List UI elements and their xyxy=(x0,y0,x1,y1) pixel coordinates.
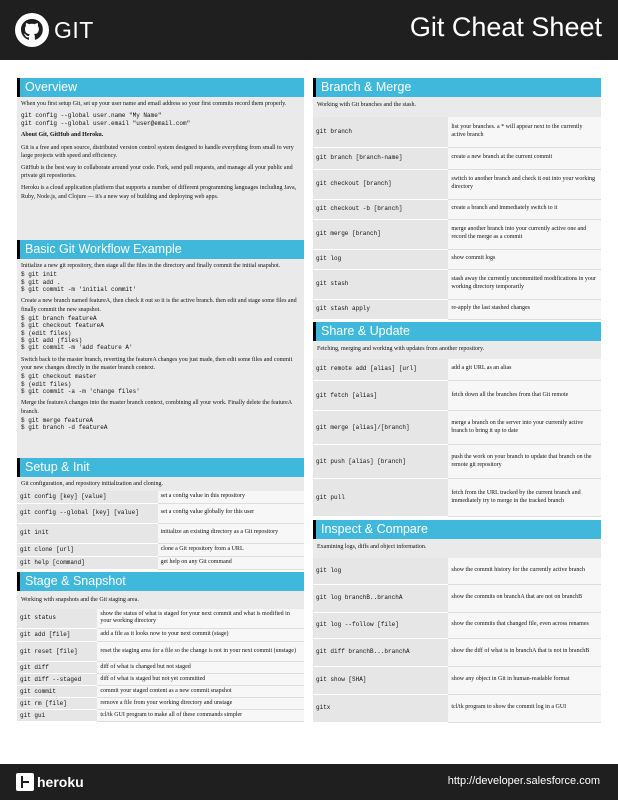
description-cell: initialize an existing directory as a Git repository xyxy=(158,523,304,543)
description-cell: fetch from the URL tracked by the current branch and immediately try to merge in the tracked branch xyxy=(448,479,601,517)
description-cell: show the diff of what is in branchA that is not in branchB xyxy=(448,638,601,666)
about-heading: About Git, GitHub and Heroku. xyxy=(21,132,104,139)
command-cell: git config [key] [value] xyxy=(17,491,158,503)
command-cell: git gui xyxy=(17,710,97,722)
share-section xyxy=(313,322,601,518)
right-column xyxy=(313,78,601,723)
description-cell: fetch down all the branches from that Git remote xyxy=(448,381,601,411)
overview-code-email: git config --global user.email "user@email.com" xyxy=(21,119,191,127)
command-cell: git diff xyxy=(17,662,97,674)
table-row xyxy=(17,523,304,543)
description-cell: switch to another branch and check it out into your working directory xyxy=(448,169,601,199)
branch-table xyxy=(313,117,601,320)
table-row xyxy=(313,269,601,299)
command-cell: git fetch [alias] xyxy=(313,381,448,411)
workflow-step-4-text: Merge the featureA changes into the master branch context, combining all your work. Finally delete the featureA branch. xyxy=(21,400,292,415)
command-cell: git branch [branch-name] xyxy=(313,147,448,169)
command-cell: git rm [file] xyxy=(17,698,97,710)
overview-heading: Overview xyxy=(17,78,304,97)
command-cell: git clone [url] xyxy=(17,543,158,556)
stage-table xyxy=(17,609,304,723)
description-cell: commit your staged content as a new commit snapshot xyxy=(97,686,304,698)
command-cell: git diff --staged xyxy=(17,674,97,686)
heroku-icon xyxy=(16,773,34,791)
table-row xyxy=(313,445,601,479)
workflow-step-3-code: $ git checkout master $ (edit files) $ git commit -a -m 'change files' xyxy=(21,373,140,396)
command-cell: git merge [alias]/[branch] xyxy=(313,411,448,445)
table-row xyxy=(17,710,304,722)
description-cell: remove a file from your working directory and unstage xyxy=(97,698,304,710)
table-row xyxy=(313,199,601,219)
description-cell: show any object in Git in human-readable format xyxy=(448,666,601,694)
setup-heading: Setup & Init xyxy=(17,458,304,477)
about-heroku: Heroku is a cloud application platform that supports a number of different programming languages including Java, Ruby, Node.js, and Clojure — it's a new way of building and deploying web apps. xyxy=(21,185,297,200)
table-row xyxy=(313,147,601,169)
command-cell: git checkout [branch] xyxy=(313,169,448,199)
table-row xyxy=(313,612,601,638)
table-row xyxy=(313,638,601,666)
command-cell: git log xyxy=(313,249,448,269)
workflow-body xyxy=(17,259,304,458)
overview-intro: When you first setup Git, set up your user name and email address so your first commits record them properly. xyxy=(21,101,287,107)
description-cell: merge another branch into your currently active one and record the merge as a commit xyxy=(448,219,601,249)
workflow-step-3-text: Switch back to the master branch, reverting the featureA changes you just made, then edit some files and commit your new changes directly in the master branch context. xyxy=(21,356,293,372)
table-row xyxy=(313,411,601,445)
table-row xyxy=(17,674,304,686)
workflow-step-2-code: $ git branch featureA $ git checkout featureA $ (edit files) $ git add (files) $ git commit -m 'add feature A' xyxy=(21,314,133,352)
footer-url-link[interactable]: http://developer.salesforce.com xyxy=(447,775,600,787)
description-cell: add a file as it looks now to your next commit (stage) xyxy=(97,629,304,642)
command-cell: git commit xyxy=(17,686,97,698)
description-cell: show commit logs xyxy=(448,249,601,269)
stage-section xyxy=(17,572,304,723)
table-row xyxy=(313,117,601,147)
table-row xyxy=(17,662,304,674)
command-cell: git add [file] xyxy=(17,629,97,642)
inspect-subtitle: Examining logs, diffs and object information. xyxy=(313,539,601,558)
description-cell: create a new branch at the current commit xyxy=(448,147,601,169)
description-cell: set a config value globally for this user xyxy=(158,503,304,523)
brand-text: GIT xyxy=(54,16,94,43)
command-cell: git merge [branch] xyxy=(313,219,448,249)
table-row xyxy=(313,359,601,381)
command-cell: git reset [file] xyxy=(17,642,97,662)
table-row xyxy=(313,219,601,249)
table-row xyxy=(17,503,304,523)
setup-section xyxy=(17,458,304,570)
description-cell: get help on any Git command xyxy=(158,556,304,569)
command-cell: git help [command] xyxy=(17,556,158,569)
overview-section xyxy=(17,78,304,240)
setup-table xyxy=(17,491,304,570)
description-cell: show the commits that changed file, even across renames xyxy=(448,612,601,638)
description-cell: re-apply the last stashed changes xyxy=(448,299,601,319)
heroku-brand-text: heroku xyxy=(37,774,84,790)
table-row xyxy=(313,666,601,694)
overview-code-name: git config --global user.name "My Name" xyxy=(21,112,162,120)
description-cell: list your branches. a * will appear next to the currently active branch xyxy=(448,117,601,147)
table-row xyxy=(17,686,304,698)
description-cell: push the work on your branch to update that branch on the remote git repository xyxy=(448,445,601,479)
stage-subtitle: Working with snapshots and the Git staging area. xyxy=(17,591,304,609)
workflow-section xyxy=(17,240,304,458)
branch-heading: Branch & Merge xyxy=(313,78,601,97)
branch-section xyxy=(313,78,601,320)
share-subtitle: Fetching, merging and working with updates from another repository. xyxy=(313,341,601,359)
table-row xyxy=(313,249,601,269)
table-row xyxy=(313,169,601,199)
description-cell: show the commit history for the currently active branch xyxy=(448,558,601,584)
description-cell: set a config value in this repository xyxy=(158,491,304,503)
command-cell: git log branchB..branchA xyxy=(313,584,448,612)
git-logo xyxy=(14,12,94,48)
description-cell: reset the staging area for a file so the change is not in your next commit (unstage) xyxy=(97,642,304,662)
description-cell: create a branch and immediately switch to it xyxy=(448,199,601,219)
inspect-table xyxy=(313,558,601,723)
workflow-heading: Basic Git Workflow Example xyxy=(17,240,304,259)
left-column xyxy=(17,78,304,722)
table-row xyxy=(17,698,304,710)
about-git: Git is a free and open source, distributed version control system designed to handle everything from small to very large projects with speed and efficiency. xyxy=(21,144,294,159)
description-cell: merge a branch on the server into your currently active branch to bring it up to date xyxy=(448,411,601,445)
table-row xyxy=(17,609,304,629)
table-row xyxy=(17,556,304,569)
command-cell: git init xyxy=(17,523,158,543)
table-row xyxy=(313,584,601,612)
header-bar xyxy=(0,0,618,60)
setup-subtitle: Git configuration, and repository initialization and cloning. xyxy=(17,477,304,491)
workflow-step-2-text: Create a new branch named featureA, then check it out so it is the active branch. then edit and stage some files and finally commit the new snapshot. xyxy=(21,298,297,313)
description-cell: tcl/tk program to show the commit log in a GUI xyxy=(448,694,601,722)
command-cell: git diff branchB...branchA xyxy=(313,638,448,666)
heroku-logo xyxy=(16,773,84,791)
command-cell: git push [alias] [branch] xyxy=(313,445,448,479)
description-cell: clone a Git repository from a URL xyxy=(158,543,304,556)
description-cell: stash away the currently uncommitted modifications in your working directory temporarily xyxy=(448,269,601,299)
description-cell: diff of what is staged but not yet committed xyxy=(97,674,304,686)
description-cell: show the commits on branchA that are not on branchB xyxy=(448,584,601,612)
workflow-step-1-text: Initialize a new git repository, then stage all the files in the directory and finally commit the initial snapshot. xyxy=(21,263,281,269)
command-cell: git stash xyxy=(313,269,448,299)
command-cell: git show [SHA] xyxy=(313,666,448,694)
table-row xyxy=(17,629,304,642)
table-row xyxy=(17,543,304,556)
table-row xyxy=(313,299,601,319)
github-octocat-icon xyxy=(14,12,50,48)
command-cell: git log --follow [file] xyxy=(313,612,448,638)
share-table xyxy=(313,359,601,518)
stage-heading: Stage & Snapshot xyxy=(17,572,304,591)
description-cell: show the status of what is staged for your next commit and what is modified in your working directory xyxy=(97,609,304,629)
table-row xyxy=(313,381,601,411)
workflow-step-1-code: $ git init $ git add . $ git commit -m 'initial commit' xyxy=(21,271,137,294)
table-row xyxy=(17,491,304,503)
table-row xyxy=(313,558,601,584)
description-cell: diff of what is changed but not staged xyxy=(97,662,304,674)
share-heading: Share & Update xyxy=(313,322,601,341)
inspect-section xyxy=(313,520,601,723)
command-cell: git config --global [key] [value] xyxy=(17,503,158,523)
about-github: GitHub is the best way to collaborate around your code. Fork, send pull requests, and manage all your public and private git repositories. xyxy=(21,165,293,180)
table-row xyxy=(313,479,601,517)
inspect-heading: Inspect & Compare xyxy=(313,520,601,539)
command-cell: gitx xyxy=(313,694,448,722)
command-cell: git log xyxy=(313,558,448,584)
description-cell: add a git URL as an alias xyxy=(448,359,601,381)
table-row xyxy=(17,642,304,662)
command-cell: git status xyxy=(17,609,97,629)
workflow-step-4-code: $ git merge featureA $ git branch -d featureA xyxy=(21,416,108,432)
command-cell: git checkout -b [branch] xyxy=(313,199,448,219)
overview-body xyxy=(17,97,304,240)
branch-subtitle: Working with Git branches and the stash. xyxy=(313,97,601,117)
command-cell: git pull xyxy=(313,479,448,517)
footer-bar xyxy=(0,764,618,800)
page-title: Git Cheat Sheet xyxy=(409,12,602,42)
description-cell: tcl/tk GUI program to make all of these commands simpler xyxy=(97,710,304,722)
command-cell: git remote add [alias] [url] xyxy=(313,359,448,381)
command-cell: git branch xyxy=(313,117,448,147)
command-cell: git stash apply xyxy=(313,299,448,319)
table-row xyxy=(313,694,601,722)
